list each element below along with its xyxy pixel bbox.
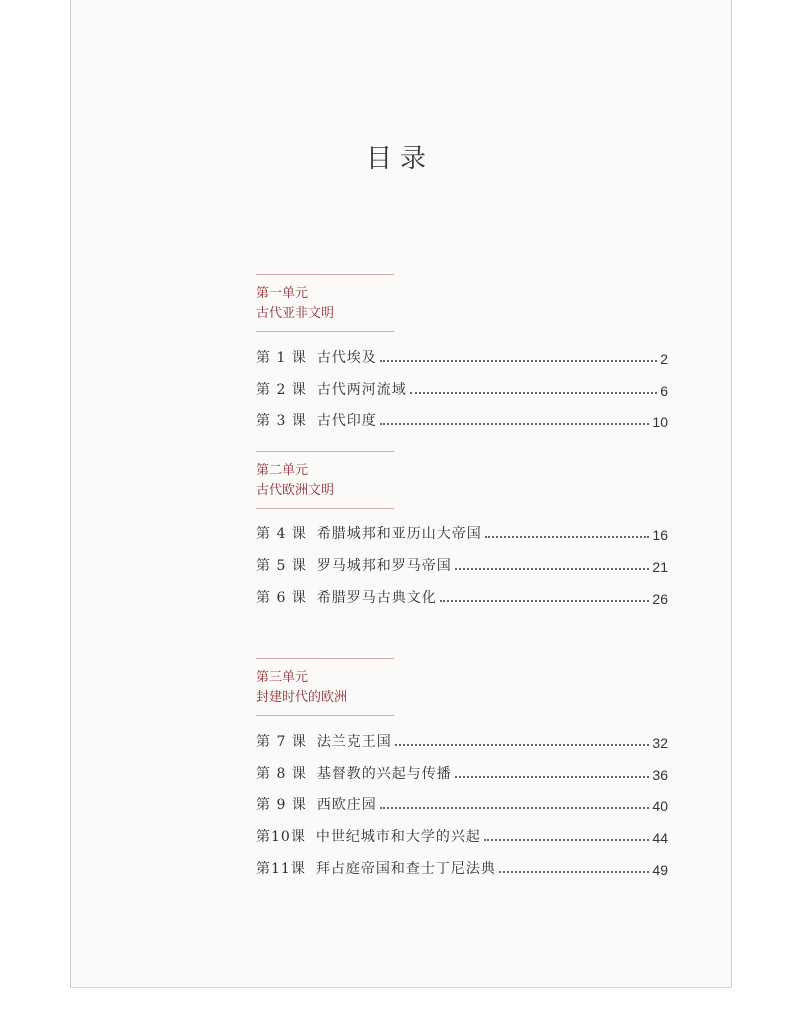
lesson-page-number: 49	[652, 862, 668, 878]
unit-header-2	[256, 451, 396, 509]
unit-number: 第三单元	[256, 670, 309, 685]
lesson-title: 古代埃及	[316, 350, 377, 366]
lesson-page-number: 2	[660, 351, 668, 367]
unit-rule-top	[256, 451, 394, 452]
lesson-title: 西欧庄园	[316, 797, 377, 813]
lesson-entry[interactable]	[256, 585, 668, 607]
lesson-title: 希腊罗马古典文化	[316, 590, 437, 606]
lesson-entry[interactable]	[256, 408, 668, 430]
dot-leader	[455, 568, 650, 570]
lesson-entry[interactable]	[256, 521, 668, 543]
unit-name: 封建时代的欧洲	[256, 690, 348, 705]
lesson-number: 第11课	[256, 861, 306, 877]
lesson-entry[interactable]	[256, 345, 668, 367]
dot-leader	[484, 839, 650, 841]
lesson-number: 第 9 课	[256, 797, 307, 813]
lesson-title: 希腊城邦和亚历山大帝国	[316, 526, 482, 542]
lesson-entry[interactable]	[256, 792, 668, 814]
lesson-number: 第 4 课	[256, 526, 307, 542]
dot-leader	[499, 871, 650, 873]
unit-rule-bottom	[256, 331, 394, 332]
dot-leader	[440, 600, 650, 602]
dot-leader	[380, 807, 650, 809]
lesson-entry[interactable]	[256, 856, 668, 878]
unit-rule-top	[256, 274, 394, 275]
dot-leader	[380, 360, 657, 362]
lesson-page-number: 10	[652, 414, 668, 430]
unit-rule-bottom	[256, 715, 394, 716]
lesson-entry[interactable]	[256, 377, 668, 399]
lesson-number: 第 1 课	[256, 350, 307, 366]
lesson-entry[interactable]	[256, 553, 668, 575]
lesson-title: 基督教的兴起与传播	[316, 766, 452, 782]
lesson-page-number: 44	[652, 830, 668, 846]
lesson-number: 第 8 课	[256, 766, 307, 782]
lesson-entry[interactable]	[256, 824, 668, 846]
unit-rule-bottom	[256, 508, 394, 509]
lesson-number: 第10课	[256, 829, 306, 845]
unit-number: 第一单元	[256, 286, 309, 301]
lesson-title: 法兰克王国	[316, 734, 392, 750]
dot-leader	[485, 536, 650, 538]
lesson-title: 中世纪城市和大学的兴起	[315, 829, 481, 845]
lesson-title: 罗马城邦和罗马帝国	[316, 558, 452, 574]
lesson-page-number: 6	[660, 383, 668, 399]
lesson-number: 第 3 课	[256, 413, 307, 429]
lesson-number: 第 6 课	[256, 590, 307, 606]
unit-name: 古代亚非文明	[256, 306, 335, 321]
lesson-entry[interactable]	[256, 729, 668, 751]
unit-name: 古代欧洲文明	[256, 483, 335, 498]
unit-rule-top	[256, 658, 394, 659]
lesson-number: 第 2 课	[256, 382, 307, 398]
lesson-entry[interactable]	[256, 761, 668, 783]
unit-header-1	[256, 274, 396, 332]
dot-leader	[410, 392, 657, 394]
lesson-page-number: 16	[652, 527, 668, 543]
lesson-title: 古代印度	[316, 413, 377, 429]
dot-leader	[455, 776, 650, 778]
page-title: 目录	[365, 144, 434, 174]
lesson-page-number: 32	[652, 735, 668, 751]
dot-leader	[395, 744, 650, 746]
unit-number: 第二单元	[256, 463, 309, 478]
lesson-page-number: 21	[652, 559, 668, 575]
lesson-title: 古代两河流域	[316, 382, 407, 398]
unit-header-3	[256, 658, 396, 716]
lesson-number: 第 7 课	[256, 734, 307, 750]
lesson-page-number: 26	[652, 591, 668, 607]
dot-leader	[380, 423, 650, 425]
lesson-title: 拜占庭帝国和查士丁尼法典	[315, 861, 496, 877]
lesson-number: 第 5 课	[256, 558, 307, 574]
lesson-page-number: 36	[652, 767, 668, 783]
lesson-page-number: 40	[652, 798, 668, 814]
